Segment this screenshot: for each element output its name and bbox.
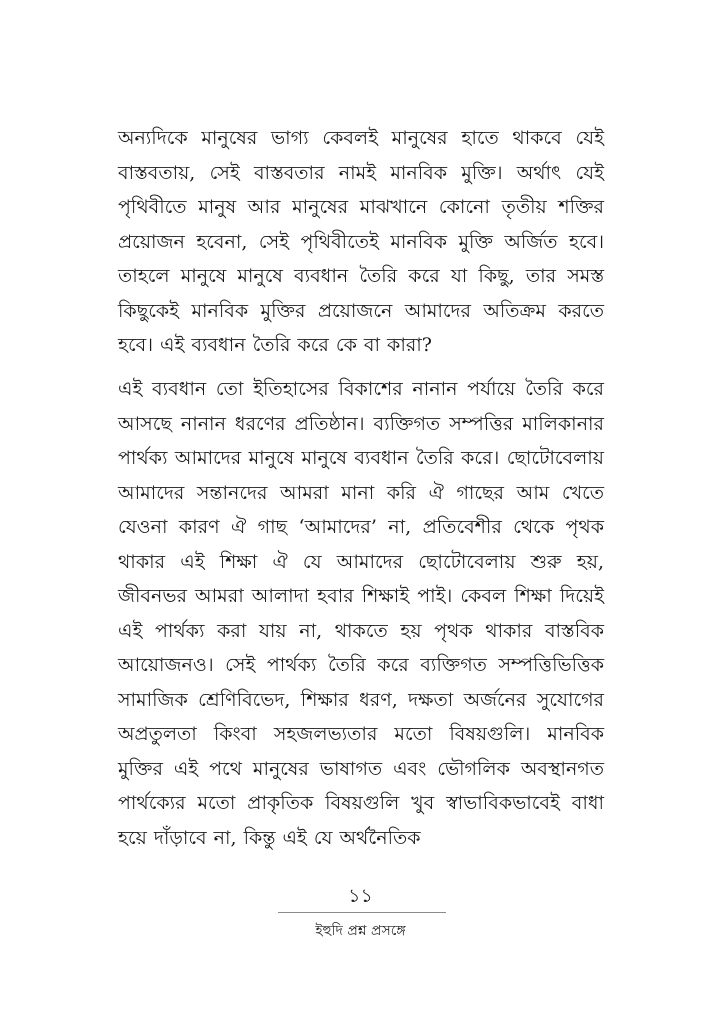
page-number: ১১	[348, 885, 373, 907]
footer-divider	[278, 912, 446, 913]
running-footer-title: ইহুদি প্রশ্ন প্রসঙ্গে	[315, 923, 406, 939]
body-paragraph-2: এই ব্যবধান তো ইতিহাসের বিকাশের নানান পর্যায়ে তৈরি করে আসছে নানান ধরণের প্রতিষ্ঠান। ব্যক্তিগত সম্পত্তির মালিকানার পার্থক্য আমাদের মানুষে মানুষে ব্যবধান তৈরি করে। ছোটোবেলায় আমাদের সন্তানদের আমরা মানা করি ঐ গাছের আম খেতে যেওনা কারণ ঐ গাছ ‘আমাদের’ না, প্রতিবেশীর থেকে পৃথক থাকার এই শিক্ষা ঐ যে আমাদের ছোটোবেলায় শুরু হয়, জীবনভর আমরা আলাদা হবার শিক্ষাই পাই। কেবল শিক্ষা দিয়েই এই পার্থক্য করা যায় না, থাকতে হয় পৃথক থাকার বাস্তবিক আয়োজনও। সেই পার্থক্য তৈরি করে ব্যক্তিগত সম্পত্তিভিত্তিক সামাজিক শ্রেণিবিভেদ, শিক্ষার ধরণ, দক্ষতা অর্জনের সুযোগের অপ্রতুলতা কিংবা সহজলভ্যতার মতো বিষয়গুলি। মানবিক মুক্তির এই পথে মানুষের ভাষাগত এবং ভৌগলিক অবস্থানগত পার্থক্যের মতো প্রাকৃতিক বিষয়গুলি খুব স্বাভাবিকভাবেই বাধা হয়ে দাঁড়াবে না, কিন্তু এই যে অর্থনৈতিক	[118, 378, 604, 849]
body-paragraph-1: অন্যদিকে মানুষের ভাগ্য কেবলই মানুষের হাতে থাকবে যেই বাস্তবতায়, সেই বাস্তবতার নামই মানবিক মুক্তি। অর্থাৎ যেই পৃথিবীতে মানুষ আর মানুষের মাঝখানে কোনো তৃতীয় শক্তির প্রয়োজন হবেনা, সেই পৃথিবীতেই মানবিক মুক্তি অর্জিত হবে। তাহলে মানুষে মানুষে ব্যবধান তৈরি করে যা কিছু, তার সমস্ত কিছুকেই মানবিক মুক্তির প্রয়োজনে আমাদের অতিক্রম করতে হবে। এই ব্যবধান তৈরি করে কে বা কারা?	[118, 127, 604, 356]
